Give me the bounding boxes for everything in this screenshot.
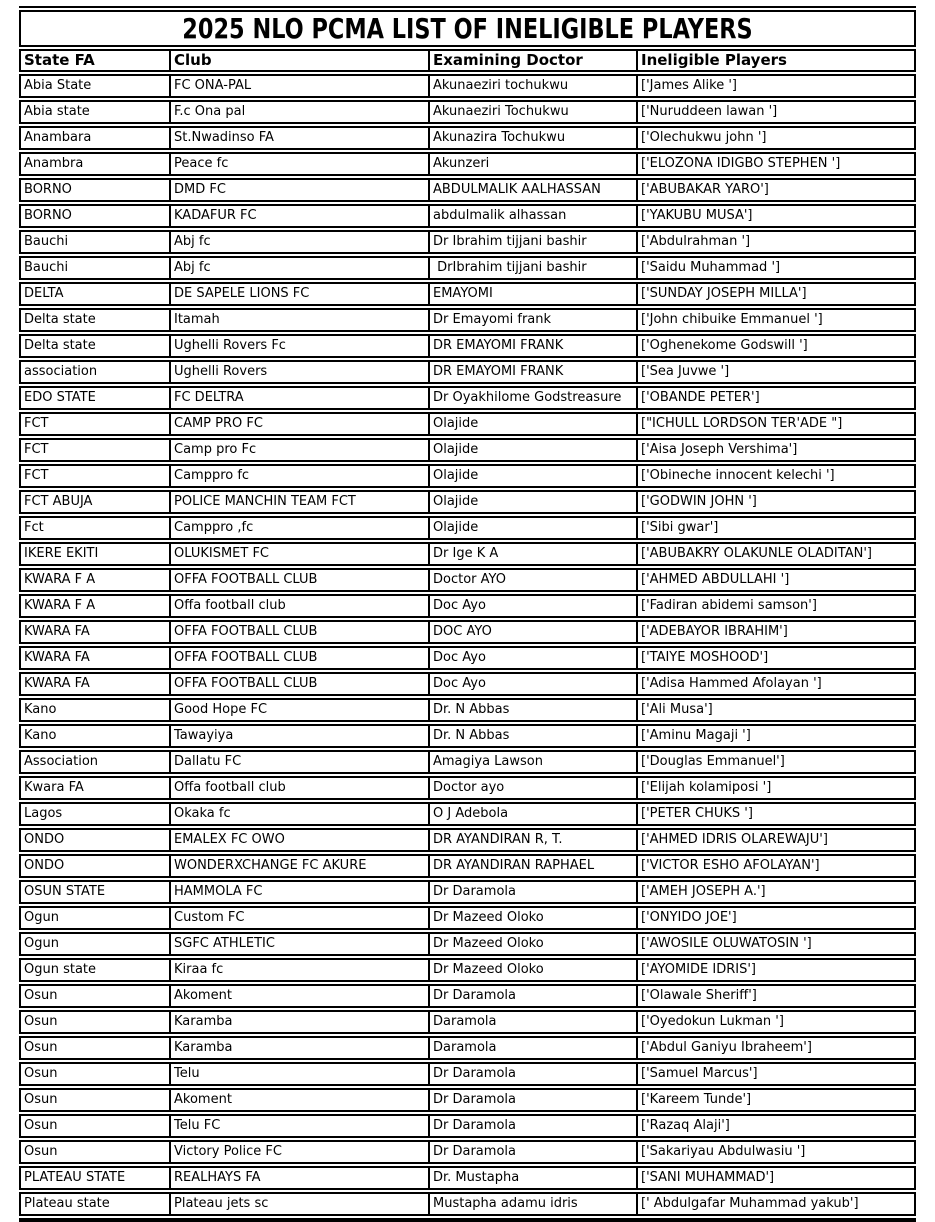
cell-examining-doctor: Dr Mazeed Oloko	[428, 958, 636, 982]
cell-state-fa: Osun	[19, 1010, 169, 1034]
cell-ineligible-players: ['SUNDAY JOSEPH MILLA']	[636, 282, 916, 306]
table-row	[19, 256, 916, 280]
cell-examining-doctor: Dr Oyakhilome Godstreasure	[428, 386, 636, 410]
cell-club: Plateau jets sc	[169, 1192, 428, 1216]
table-row	[19, 1166, 916, 1190]
cell-examining-doctor: DOC AYO	[428, 620, 636, 644]
cell-club: F.c Ona pal	[169, 100, 428, 124]
cell-ineligible-players: ['Douglas Emmanuel']	[636, 750, 916, 774]
cell-state-fa: FCT ABUJA	[19, 490, 169, 514]
cell-state-fa: IKERE EKITI	[19, 542, 169, 566]
table-row	[19, 308, 916, 332]
table-row	[19, 776, 916, 800]
cell-ineligible-players: ['Saidu Muhammad ']	[636, 256, 916, 280]
cell-examining-doctor: Dr Emayomi frank	[428, 308, 636, 332]
cell-state-fa: Plateau state	[19, 1192, 169, 1216]
cell-examining-doctor: Dr Mazeed Oloko	[428, 932, 636, 956]
cell-club: Ughelli Rovers Fc	[169, 334, 428, 358]
cell-club: Peace fc	[169, 152, 428, 176]
cell-state-fa: Bauchi	[19, 230, 169, 254]
table-row	[19, 542, 916, 566]
cell-ineligible-players: ['PETER CHUKS ']	[636, 802, 916, 826]
cell-ineligible-players: ['Sakariyau Abdulwasiu ']	[636, 1140, 916, 1164]
cell-ineligible-players: ['ABUBAKRY OLAKUNLE OLADITAN']	[636, 542, 916, 566]
cell-state-fa: Osun	[19, 1036, 169, 1060]
cell-state-fa: Bauchi	[19, 256, 169, 280]
table-row	[19, 100, 916, 124]
table-row	[19, 1036, 916, 1060]
table-row	[19, 360, 916, 384]
cell-state-fa: Delta state	[19, 308, 169, 332]
table-row	[19, 958, 916, 982]
cell-ineligible-players: ['Sibi gwar']	[636, 516, 916, 540]
table-row	[19, 126, 916, 150]
cell-club: Victory Police FC	[169, 1140, 428, 1164]
cell-state-fa: Osun	[19, 1088, 169, 1112]
cell-club: SGFC ATHLETIC	[169, 932, 428, 956]
cell-state-fa: Abia state	[19, 100, 169, 124]
cell-ineligible-players: ['Sea Juvwe ']	[636, 360, 916, 384]
ineligible-players-table	[19, 6, 916, 1222]
cell-ineligible-players: ['ELOZONA IDIGBO STEPHEN ']	[636, 152, 916, 176]
cell-examining-doctor: Daramola	[428, 1010, 636, 1034]
cell-examining-doctor: Doc Ayo	[428, 672, 636, 696]
cell-state-fa: Ogun	[19, 932, 169, 956]
cell-state-fa: PLATEAU STATE	[19, 1166, 169, 1190]
cell-state-fa: Kano	[19, 698, 169, 722]
cell-ineligible-players: ['GODWIN JOHN ']	[636, 490, 916, 514]
cell-examining-doctor: Olajide	[428, 490, 636, 514]
cell-ineligible-players: [' Abdulgafar Muhammad yakub']	[636, 1192, 916, 1216]
cell-ineligible-players: ['Aminu Magaji ']	[636, 724, 916, 748]
cell-ineligible-players: ["ICHULL LORDSON TER'ADE "]	[636, 412, 916, 436]
cell-ineligible-players: ['AYOMIDE IDRIS']	[636, 958, 916, 982]
cell-state-fa: BORNO	[19, 204, 169, 228]
cell-examining-doctor: Doctor ayo	[428, 776, 636, 800]
cell-club: Karamba	[169, 1036, 428, 1060]
cell-state-fa: Ogun	[19, 906, 169, 930]
table-row	[19, 178, 916, 202]
cell-club: Telu FC	[169, 1114, 428, 1138]
cell-ineligible-players: ['ABUBAKAR YARO']	[636, 178, 916, 202]
cell-club: Okaka fc	[169, 802, 428, 826]
cell-club: Abj fc	[169, 256, 428, 280]
table-row	[19, 334, 916, 358]
cell-examining-doctor: Dr Daramola	[428, 880, 636, 904]
table-row	[19, 984, 916, 1008]
cell-club: Abj fc	[169, 230, 428, 254]
cell-state-fa: KWARA FA	[19, 620, 169, 644]
cell-club: Tawayiya	[169, 724, 428, 748]
table-row	[19, 802, 916, 826]
cell-state-fa: Lagos	[19, 802, 169, 826]
cell-club: FC ONA-PAL	[169, 74, 428, 98]
cell-club: Custom FC	[169, 906, 428, 930]
cell-club: DMD FC	[169, 178, 428, 202]
cell-club: FC DELTRA	[169, 386, 428, 410]
cell-ineligible-players: ['John chibuike Emmanuel ']	[636, 308, 916, 332]
cell-examining-doctor: DR AYANDIRAN R, T.	[428, 828, 636, 852]
table-row	[19, 412, 916, 436]
cell-club: Akoment	[169, 1088, 428, 1112]
cell-ineligible-players: ['ADEBAYOR IBRAHIM']	[636, 620, 916, 644]
column-header-ineligible-players: Ineligible Players	[636, 49, 916, 72]
cell-examining-doctor: Dr. Mustapha	[428, 1166, 636, 1190]
cell-state-fa: FCT	[19, 438, 169, 462]
table-row	[19, 906, 916, 930]
cell-examining-doctor: Dr Daramola	[428, 1088, 636, 1112]
cell-examining-doctor: Amagiya Lawson	[428, 750, 636, 774]
cell-state-fa: DELTA	[19, 282, 169, 306]
cell-state-fa: FCT	[19, 412, 169, 436]
cell-examining-doctor: Dr Ibrahim tijjani bashir	[428, 230, 636, 254]
cell-ineligible-players: ['Obineche innocent kelechi ']	[636, 464, 916, 488]
cell-club: REALHAYS FA	[169, 1166, 428, 1190]
cell-club: Good Hope FC	[169, 698, 428, 722]
table-row	[19, 282, 916, 306]
cell-state-fa: Osun	[19, 984, 169, 1008]
cell-examining-doctor: Olajide	[428, 412, 636, 436]
cell-state-fa: Osun	[19, 1140, 169, 1164]
cell-club: Akoment	[169, 984, 428, 1008]
table-row	[19, 1140, 916, 1164]
cell-club: OFFA FOOTBALL CLUB	[169, 620, 428, 644]
cell-ineligible-players: ['Olawale Sheriff']	[636, 984, 916, 1008]
cell-club: Camppro ,fc	[169, 516, 428, 540]
cell-club: CAMP PRO FC	[169, 412, 428, 436]
cell-state-fa: Osun	[19, 1062, 169, 1086]
table-row	[19, 932, 916, 956]
cell-club: Itamah	[169, 308, 428, 332]
column-header-state-fa: State FA	[19, 49, 169, 72]
cell-ineligible-players: ['Nuruddeen lawan ']	[636, 100, 916, 124]
cell-state-fa: KWARA FA	[19, 646, 169, 670]
cell-state-fa: ONDO	[19, 854, 169, 878]
cell-ineligible-players: ['Abdul Ganiyu Ibraheem']	[636, 1036, 916, 1060]
cell-examining-doctor: DR EMAYOMI FRANK	[428, 360, 636, 384]
cell-examining-doctor: O J Adebola	[428, 802, 636, 826]
cell-ineligible-players: ['Samuel Marcus']	[636, 1062, 916, 1086]
table-body	[19, 74, 916, 1216]
cell-state-fa: KWARA F A	[19, 594, 169, 618]
cell-ineligible-players: ['Fadiran abidemi samson']	[636, 594, 916, 618]
table-row	[19, 490, 916, 514]
cell-club: OFFA FOOTBALL CLUB	[169, 672, 428, 696]
table-row	[19, 750, 916, 774]
cell-ineligible-players: ['Razaq Alaji']	[636, 1114, 916, 1138]
cell-examining-doctor: Dr Daramola	[428, 1140, 636, 1164]
cell-state-fa: Anambara	[19, 126, 169, 150]
cell-examining-doctor: Akunaeziri tochukwu	[428, 74, 636, 98]
cell-examining-doctor: Dr Daramola	[428, 1062, 636, 1086]
cell-examining-doctor: EMAYOMI	[428, 282, 636, 306]
table-row	[19, 828, 916, 852]
cell-ineligible-players: ['Elijah kolamiposi ']	[636, 776, 916, 800]
column-header-club: Club	[169, 49, 428, 72]
cell-ineligible-players: ['Adisa Hammed Afolayan ']	[636, 672, 916, 696]
cell-state-fa: association	[19, 360, 169, 384]
cell-club: OFFA FOOTBALL CLUB	[169, 568, 428, 592]
cell-examining-doctor: Dr Ige K A	[428, 542, 636, 566]
cell-state-fa: Abia State	[19, 74, 169, 98]
cell-ineligible-players: ['AMEH JOSEPH A.']	[636, 880, 916, 904]
cell-examining-doctor: Akunazira Tochukwu	[428, 126, 636, 150]
page-title-text: 2025 NLO PCMA LIST OF INELIGIBLE PLAYERS	[182, 12, 753, 45]
cell-club: Camppro fc	[169, 464, 428, 488]
cell-club: KADAFUR FC	[169, 204, 428, 228]
cell-club: OLUKISMET FC	[169, 542, 428, 566]
cell-state-fa: Anambra	[19, 152, 169, 176]
table-row	[19, 464, 916, 488]
table-row	[19, 1192, 916, 1216]
cell-state-fa: BORNO	[19, 178, 169, 202]
cell-examining-doctor: DR EMAYOMI FRANK	[428, 334, 636, 358]
cell-state-fa: Kwara FA	[19, 776, 169, 800]
cell-club: HAMMOLA FC	[169, 880, 428, 904]
cell-club: St.Nwadinso FA	[169, 126, 428, 150]
cell-examining-doctor: Mustapha adamu idris	[428, 1192, 636, 1216]
cell-state-fa: KWARA F A	[19, 568, 169, 592]
cell-examining-doctor: DR AYANDIRAN RAPHAEL	[428, 854, 636, 878]
cell-ineligible-players: ['VICTOR ESHO AFOLAYAN']	[636, 854, 916, 878]
cell-state-fa: Delta state	[19, 334, 169, 358]
cell-examining-doctor: Akunaeziri Tochukwu	[428, 100, 636, 124]
cell-examining-doctor: Doctor AYO	[428, 568, 636, 592]
cell-club: Kiraa fc	[169, 958, 428, 982]
table-row	[19, 880, 916, 904]
cell-club: Dallatu FC	[169, 750, 428, 774]
cell-examining-doctor: Doc Ayo	[428, 594, 636, 618]
cell-ineligible-players: ['James Alike ']	[636, 74, 916, 98]
table-row	[19, 698, 916, 722]
cell-club: Ughelli Rovers	[169, 360, 428, 384]
cell-examining-doctor: Doc Ayo	[428, 646, 636, 670]
cell-club: Camp pro Fc	[169, 438, 428, 462]
cell-club: Karamba	[169, 1010, 428, 1034]
table-row	[19, 516, 916, 540]
cell-examining-doctor: Akunzeri	[428, 152, 636, 176]
table-row	[19, 204, 916, 228]
table-row	[19, 724, 916, 748]
cell-examining-doctor: Dr Daramola	[428, 984, 636, 1008]
data-table	[19, 8, 916, 1218]
cell-examining-doctor: Olajide	[428, 464, 636, 488]
cell-state-fa: ONDO	[19, 828, 169, 852]
table-row	[19, 854, 916, 878]
cell-ineligible-players: ['AHMED IDRIS OLAREWAJU']	[636, 828, 916, 852]
cell-ineligible-players: ['Kareem Tunde']	[636, 1088, 916, 1112]
cell-ineligible-players: ['Oghenekome Godswill ']	[636, 334, 916, 358]
table-row	[19, 438, 916, 462]
cell-state-fa: Kano	[19, 724, 169, 748]
table-row	[19, 594, 916, 618]
cell-ineligible-players: ['OBANDE PETER']	[636, 386, 916, 410]
table-row	[19, 568, 916, 592]
table-row	[19, 672, 916, 696]
column-header-examining-doctor: Examining Doctor	[428, 49, 636, 72]
cell-state-fa: EDO STATE	[19, 386, 169, 410]
cell-ineligible-players: ['ONYIDO JOE']	[636, 906, 916, 930]
cell-examining-doctor: DrIbrahim tijjani bashir	[428, 256, 636, 280]
cell-state-fa: Association	[19, 750, 169, 774]
table-row	[19, 152, 916, 176]
cell-examining-doctor: Dr Daramola	[428, 1114, 636, 1138]
cell-examining-doctor: Daramola	[428, 1036, 636, 1060]
cell-club: Offa football club	[169, 776, 428, 800]
cell-state-fa: Osun	[19, 1114, 169, 1138]
cell-ineligible-players: ['Aisa Joseph Vershima']	[636, 438, 916, 462]
cell-ineligible-players: ['TAIYE MOSHOOD']	[636, 646, 916, 670]
cell-examining-doctor: Olajide	[428, 516, 636, 540]
cell-club: DE SAPELE LIONS FC	[169, 282, 428, 306]
table-row	[19, 230, 916, 254]
cell-ineligible-players: ['Oyedokun Lukman ']	[636, 1010, 916, 1034]
cell-club: Telu	[169, 1062, 428, 1086]
page-title	[19, 10, 916, 47]
cell-ineligible-players: ['SANI MUHAMMAD']	[636, 1166, 916, 1190]
cell-ineligible-players: ['Abdulrahman ']	[636, 230, 916, 254]
cell-state-fa: Fct	[19, 516, 169, 540]
cell-examining-doctor: abdulmalik alhassan	[428, 204, 636, 228]
cell-examining-doctor: Dr. N Abbas	[428, 698, 636, 722]
cell-examining-doctor: Olajide	[428, 438, 636, 462]
table-row	[19, 386, 916, 410]
cell-club: Offa football club	[169, 594, 428, 618]
table-row	[19, 1010, 916, 1034]
cell-state-fa: OSUN STATE	[19, 880, 169, 904]
cell-ineligible-players: ['YAKUBU MUSA']	[636, 204, 916, 228]
cell-ineligible-players: ['Ali Musa']	[636, 698, 916, 722]
cell-state-fa: KWARA FA	[19, 672, 169, 696]
table-row	[19, 1088, 916, 1112]
table-row	[19, 74, 916, 98]
cell-ineligible-players: ['AWOSILE OLUWATOSIN ']	[636, 932, 916, 956]
cell-examining-doctor: ABDULMALIK AALHASSAN	[428, 178, 636, 202]
table-row	[19, 1114, 916, 1138]
cell-examining-doctor: Dr. N Abbas	[428, 724, 636, 748]
cell-club: POLICE MANCHIN TEAM FCT	[169, 490, 428, 514]
cell-club: WONDERXCHANGE FC AKURE	[169, 854, 428, 878]
cell-club: OFFA FOOTBALL CLUB	[169, 646, 428, 670]
cell-ineligible-players: ['Olechukwu john ']	[636, 126, 916, 150]
table-row	[19, 646, 916, 670]
table-row	[19, 1062, 916, 1086]
cell-ineligible-players: ['AHMED ABDULLAHI ']	[636, 568, 916, 592]
cell-club: EMALEX FC OWO	[169, 828, 428, 852]
cell-state-fa: Ogun state	[19, 958, 169, 982]
table-header-row	[19, 49, 916, 72]
cell-state-fa: FCT	[19, 464, 169, 488]
cell-examining-doctor: Dr Mazeed Oloko	[428, 906, 636, 930]
title-row	[19, 10, 916, 47]
table-row	[19, 620, 916, 644]
